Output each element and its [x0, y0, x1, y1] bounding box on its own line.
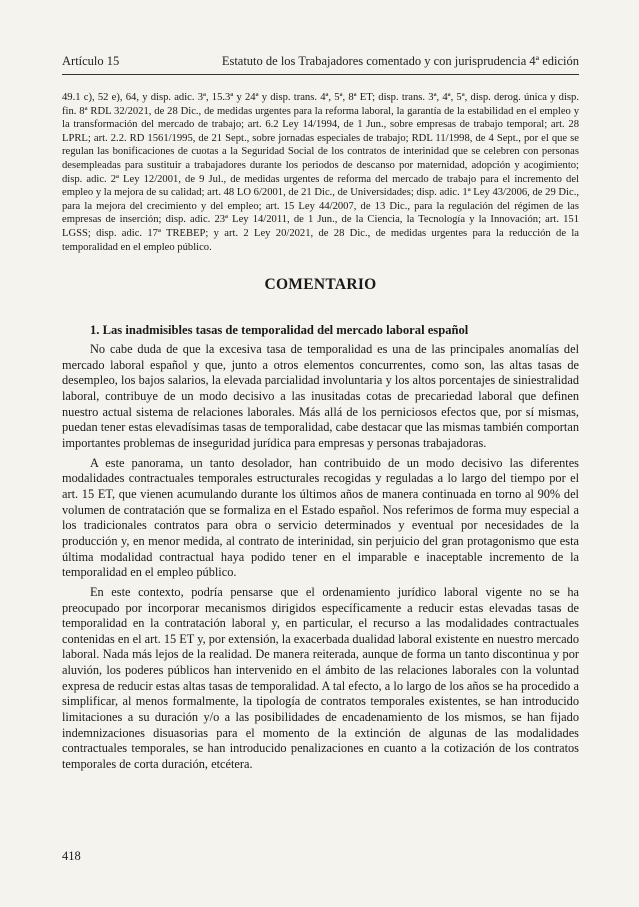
- paragraph: En este contexto, podría pensarse que el ordenamiento jurídico laboral vigente no se ha preocupado por incorporar mecanismos dirigidos específicamente a reducir estas elevadas tasas de temporalidad en la contratación laboral y, en particular, el recurso a las modalidades contractuales contenidas en el art. 15 ET y, por extensión, la exacerbada dualidad laboral existente en nuestro mercado laboral. Nada más lejos de la realidad. De manera reiterada, aunque de forma un tanto discontinua y por aluvión, los poderes públicos han intervenido en el ámbito de las relaciones laborales con la voluntad expresa de reducir estas altas tasas de temporalidad. A tal efecto, a lo largo de los años se ha procedido a simplificar, al menos formalmente, la tipología de contratos temporales existentes, se han introducido limitaciones a su duración y/o a las posibilidades de encadenamiento de los mismos, se han fijado indemnizaciones disuasorias para el momento de la extinción de algunas de las modalidades contractuales temporales, se han introducido penalizaciones en cuanto a la cotización de los contratos temporales de corta duración, etcétera.: [62, 584, 579, 772]
- page-number: 418: [62, 849, 81, 863]
- paragraph: No cabe duda de que la excesiva tasa de temporalidad es una de las principales anomalías del mercado laboral español y que, junto a otros elementos concurrentes, como son, las altas tasas de desempleo, los bajos salarios, la elevada parcialidad involuntaria y los altos porcentajes de siniestralidad laboral, contribuye de un modo decisivo a las inusitadas cotas de precariedad laboral que definen nuestro actual sistema de relaciones laborales. Más allá de los perniciosos efectos que, por sí mismas, puedan tener estas elevadísimas tasas de temporalidad, cabe destacar que las mismas también comportan importantes problemas de inseguridad jurídica para empresas y personas trabajadoras.: [62, 342, 579, 450]
- body-text: [62, 342, 579, 777]
- header-article: Artículo 15: [62, 54, 120, 68]
- legal-references: 49.1 c), 52 e), 64, y disp. adic. 3ª, 15.3ª y 24ª y disp. trans. 4ª, 5ª, 8ª ET; disp. trans. 3ª, 4ª, 5ª, disp. derog. única y disp. fin. 8ª RDL 32/2021, de 28 Dic., de medidas urgentes para la reforma laboral, la garantía de la estabilidad en el empleo y la transformación del mercado de trabajo; art. 6.2 Ley 14/1994, de 1 Jun., sobre empresas de trabajo temporal; art. 28 LPRL; art. 2.2. RD 1561/1995, de 21 Sept., sobre jornadas especiales de trabajo; RDL 11/1998, de 4 Sept., por el que se regulan las bonificaciones de cuotas a la Seguridad Social de los contratos de interinidad que se celebren con personas desempleadas para sustituir a trabajadores durante los periodos de descanso por maternidad, adopción y acogimiento; disp. adic. 2ª Ley 12/2001, de 9 Jul., de medidas urgentes de reforma del mercado de trabajo para el incremento del empleo y la mejora de su calidad; art. 48 LO 6/2001, de 21 Dic., de Universidades; disp. adic. 1ª Ley 43/2006, de 29 Dic., para la mejora del crecimiento y del empleo; art. 15 Ley 44/2007, de 13 Dic., para la regulación del régimen de las empresas de inserción; disp. adic. 23ª Ley 14/2011, de 1 Jun., de la Ciencia, la Tecnología y la Innovación; art. 151 LGSS; disp. adic. 17ª TREBEP; y art. 2 Ley 20/2021, de 28 Dic., de medidas urgentes para la reducción de la temporalidad en el empleo público.: [62, 92, 579, 253]
- section-title: COMENTARIO: [264, 276, 377, 293]
- subheading: 1. Las inadmisibles tasas de temporalidad del mercado laboral español: [90, 323, 469, 337]
- paragraph: A este panorama, un tanto desolador, han contribuido de un modo decisivo las diferentes modalidades contractuales temporales estructurales recogidas y reguladas a lo largo del tiempo por el art. 15 ET, que vienen acumulando durante los últimos años de manera continuada en torno al 90% del volumen de contratación que se formaliza en el Estado español. Nos referimos de forma muy especial a los tradicionales contratos para obra o servicio determinados y eventual por necesidades de la producción y, en menor medida, al contrato de interinidad, sin perjuicio del gran protagonismo que esta última modalidad contractual haya podido tener en el imparable e inaceptable incremento de la temporalidad en el empleo público.: [62, 455, 579, 580]
- header-rule: [62, 74, 579, 75]
- header-book-title: Estatuto de los Trabajadores comentado y con jurisprudencia 4ª edición: [221, 54, 579, 68]
- running-header: [62, 54, 579, 69]
